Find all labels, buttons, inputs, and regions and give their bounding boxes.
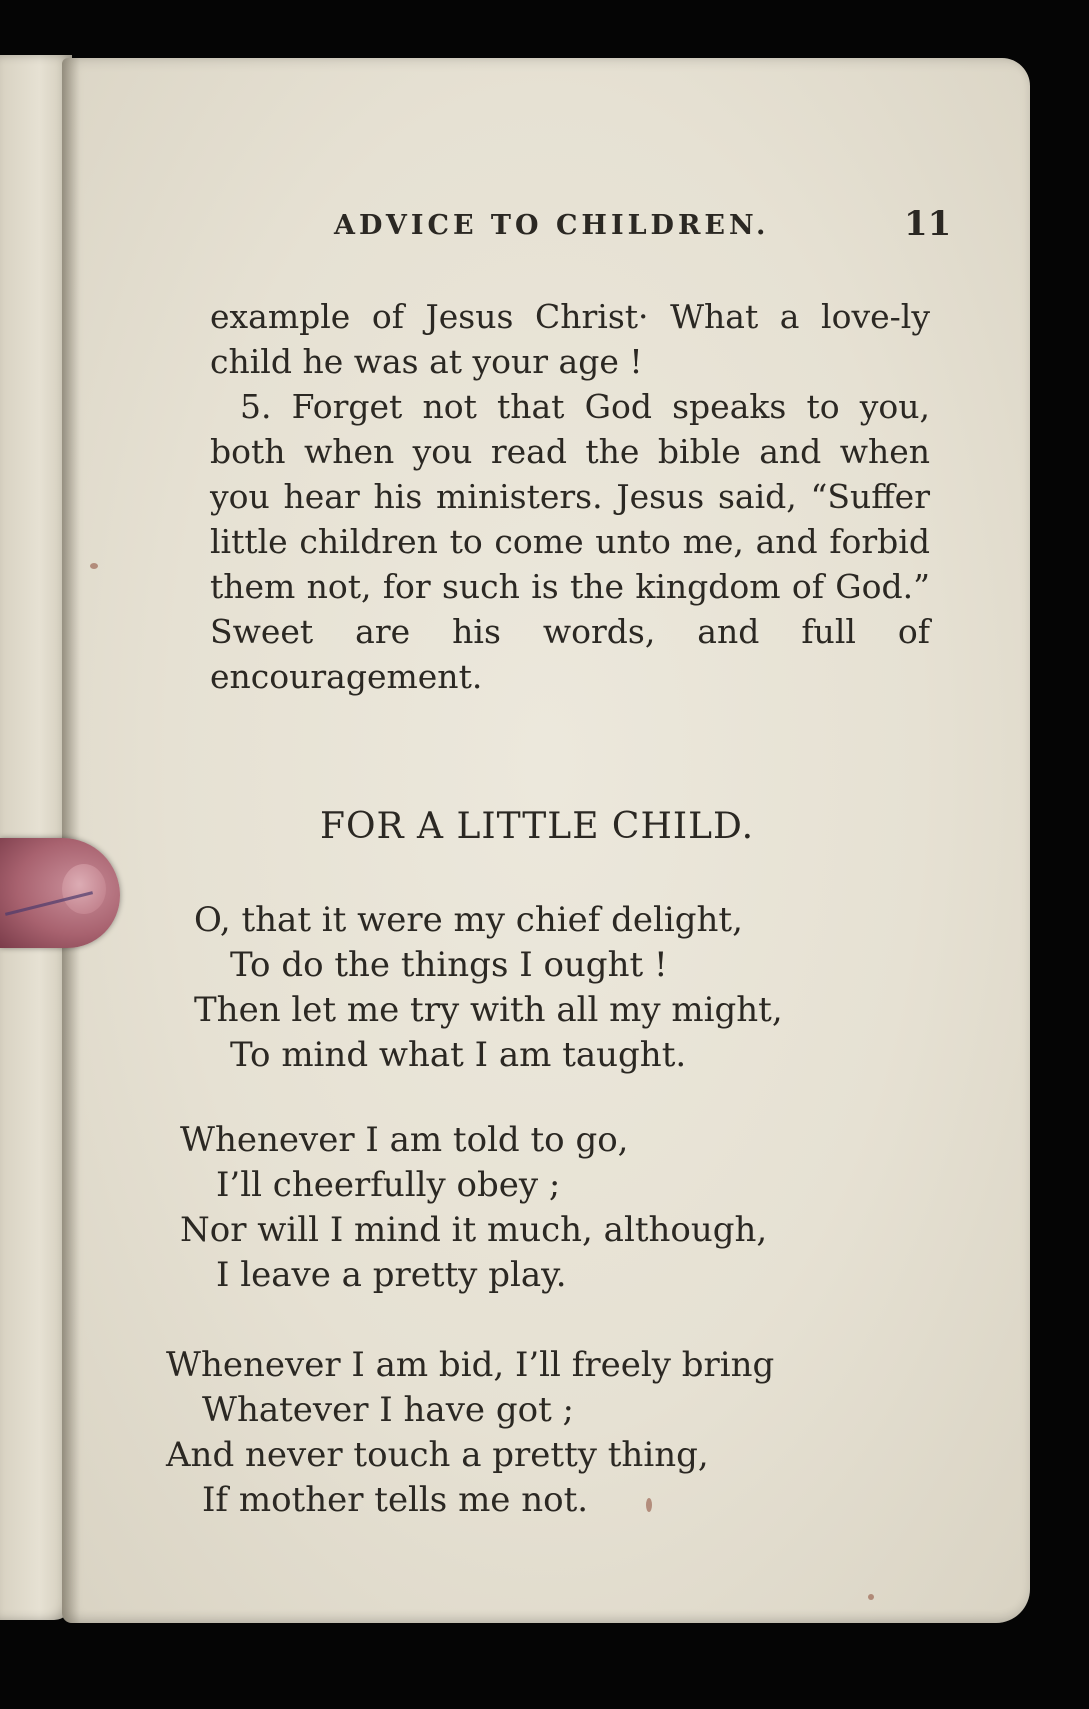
poem-title: FOR A LITTLE CHILD. — [320, 806, 755, 847]
poem-line: And never touch a pretty thing, — [166, 1435, 709, 1475]
paper-stain — [90, 563, 98, 569]
paper-stain — [868, 1594, 874, 1600]
prose-paragraph-1: example of Jesus Christ· What a love-ly child he was at your age ! — [210, 297, 930, 381]
poem-line: Whatever I have got ; — [202, 1390, 574, 1430]
poem-line: Whenever I am bid, I’ll freely bring — [166, 1345, 775, 1385]
poem-stanza-1 — [194, 898, 783, 1078]
paper-stain — [646, 1498, 652, 1512]
poem-line: O, that it were my chief delight, — [194, 900, 743, 940]
poem-line: If mother tells me not. — [202, 1480, 589, 1520]
poem-line: Whenever I am told to go, — [180, 1120, 629, 1160]
thumb — [0, 838, 120, 948]
running-head: ADVICE TO CHILDREN. — [334, 210, 770, 241]
poem-line: Then let me try with all my might, — [194, 990, 783, 1030]
poem-line: To do the things I ought ! — [230, 945, 668, 985]
prose-block — [210, 294, 930, 699]
book-page — [62, 58, 1030, 1623]
poem-line: To mind what I am taught. — [230, 1035, 687, 1075]
poem-stanza-3 — [166, 1343, 774, 1523]
thumbnail-nail — [62, 864, 106, 914]
poem-line: I leave a pretty play. — [216, 1255, 567, 1295]
poem-stanza-2 — [180, 1118, 767, 1298]
poem-line: Nor will I mind it much, although, — [180, 1210, 768, 1250]
prose-paragraph-2: 5. Forget not that God speaks to you, both when you read the bible and when you hear his ministers. Jesus said, “Suffer little children to come unto me, and forbid them not, for such is the kingdom of God.” Sweet are his words, and full of encouragement. — [210, 387, 930, 696]
page-number: 11 — [904, 204, 952, 244]
poem-line: I’ll cheerfully obey ; — [216, 1165, 561, 1205]
